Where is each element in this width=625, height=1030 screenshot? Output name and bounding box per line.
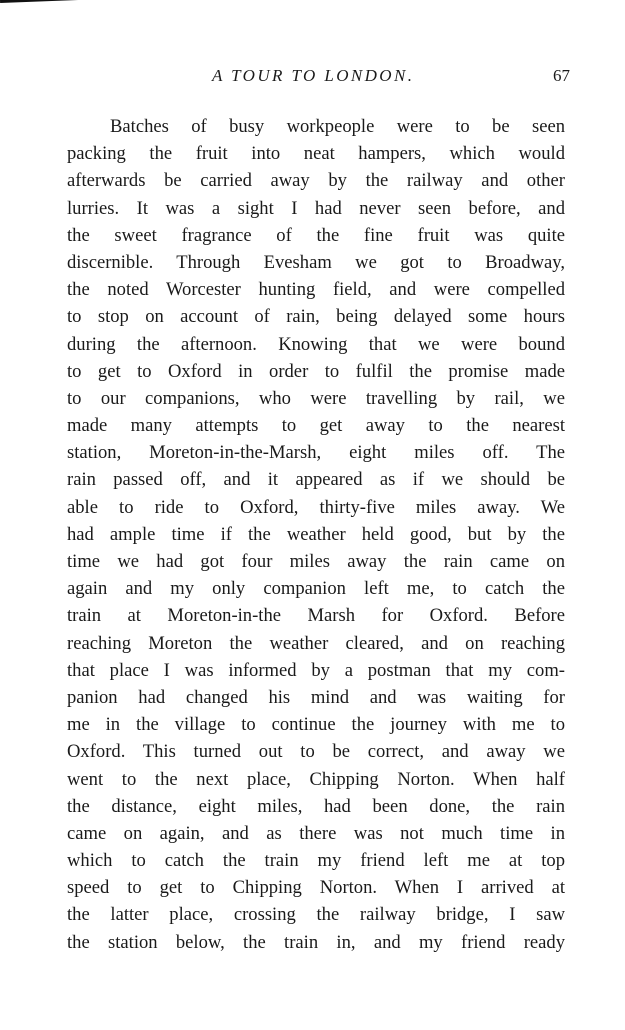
text-line: afterwards be carried away by the railway and other xyxy=(67,170,565,192)
text-line: the sweet fragrance of the fine fruit was quite xyxy=(67,224,565,246)
text-line: made many attempts to get away to the nearest xyxy=(67,415,565,437)
text-line: came on again, and as there was not much time in xyxy=(67,822,565,844)
text-line: Oxford. This turned out to be correct, and away we xyxy=(67,741,565,763)
text-line: again and my only companion left me, to catch the xyxy=(67,578,565,600)
text-line: time we had got four miles away the rain came on xyxy=(67,551,565,572)
text-line: had ample time if the weather held good, but by the xyxy=(67,523,565,545)
page-number: 67 xyxy=(553,66,570,85)
text-line: the station below, the train in, and my friend ready xyxy=(67,931,565,953)
running-title: A TOUR TO LONDON. xyxy=(212,66,415,85)
text-line: station, Moreton-in-the-Marsh, eight miles off. The xyxy=(67,442,565,464)
scan-edge-mark xyxy=(0,0,98,3)
text-line: able to ride to Oxford, thirty-five miles away. We xyxy=(67,496,565,518)
text-line: the distance, eight miles, had been done, the rain xyxy=(67,795,565,817)
text-line: to stop on account of rain, being delayed some hours xyxy=(67,306,565,328)
text-line: Batches of busy workpeople were to be seen xyxy=(110,116,565,137)
text-line: reaching Moreton the weather cleared, and on reaching xyxy=(67,632,565,654)
body-paragraph xyxy=(67,113,565,956)
text-line: panion had changed his mind and was waiting for xyxy=(67,686,565,708)
text-line: rain passed off, and it appeared as if we should be xyxy=(67,469,565,491)
text-line: to get to Oxford in order to fulfil the promise made xyxy=(67,360,565,382)
text-line: lurries. It was a sight I had never seen before, and xyxy=(67,197,565,219)
text-line: went to the next place, Chipping Norton. When half xyxy=(67,768,565,790)
page-header xyxy=(60,66,570,94)
text-line: packing the fruit into neat hampers, which would xyxy=(67,143,565,165)
text-line: discernible. Through Evesham we got to Broadway, xyxy=(67,251,565,273)
text-line: which to catch the train my friend left me at top xyxy=(67,850,565,872)
text-line: speed to get to Chipping Norton. When I arrived at xyxy=(67,877,565,899)
text-line: train at Moreton-in-the Marsh for Oxford. Before xyxy=(67,605,565,627)
text-line: that place I was informed by a postman that my com- xyxy=(67,659,565,681)
text-line: the noted Worcester hunting field, and were compelled xyxy=(67,279,565,301)
text-line: during the afternoon. Knowing that we were bound xyxy=(67,333,565,355)
text-line: me in the village to continue the journey with me to xyxy=(67,714,565,736)
text-line: to our companions, who were travelling by rail, we xyxy=(67,387,565,409)
text-line: the latter place, crossing the railway bridge, I saw xyxy=(67,904,565,926)
